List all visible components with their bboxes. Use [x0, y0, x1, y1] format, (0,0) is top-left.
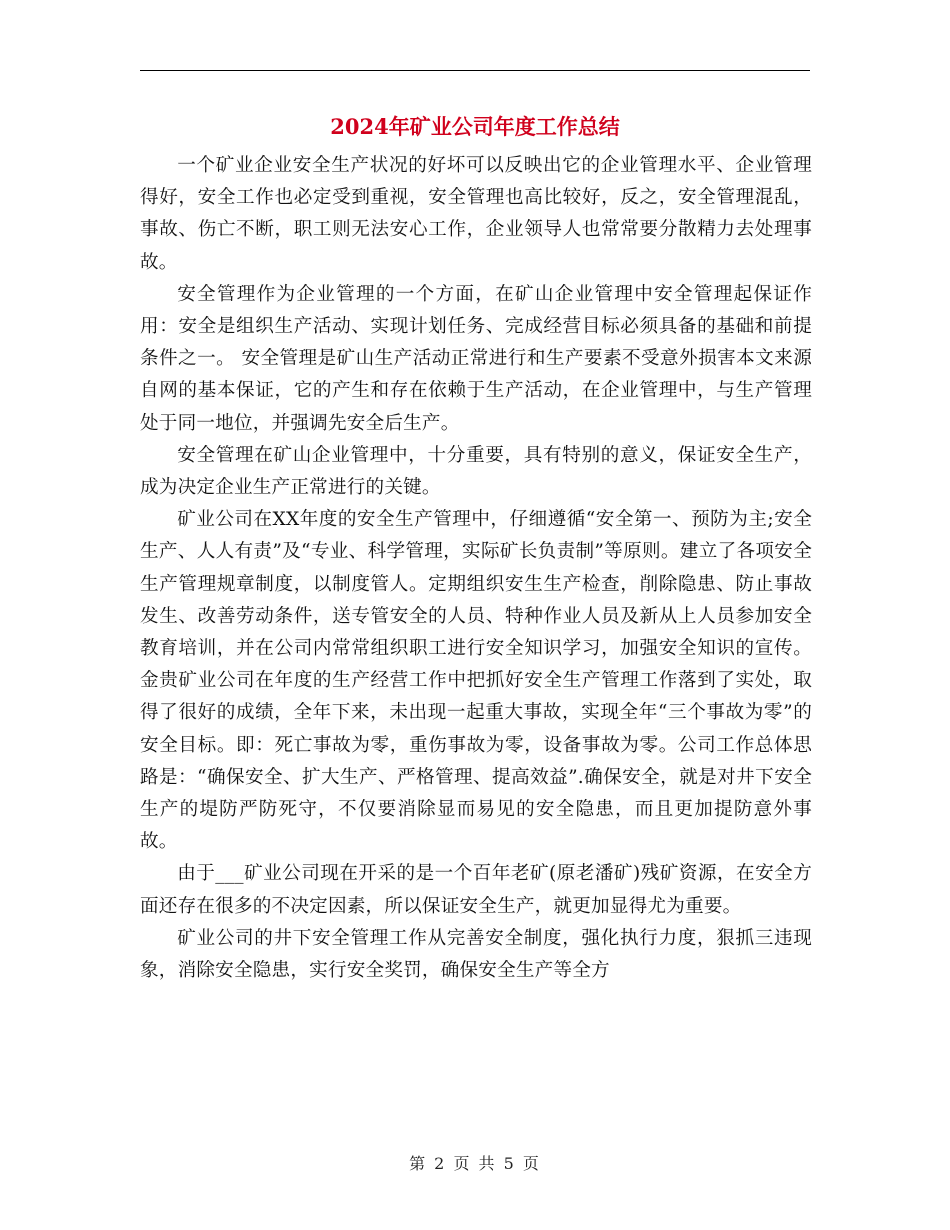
- header-rule: [140, 70, 810, 71]
- paragraph: 一个矿业企业安全生产状况的好坏可以反映出它的企业管理水平、企业管理得好，安全工作也必定受到重视，安全管理也高比较好，反之，安全管理混乱，事故、伤亡不断，职工则无法安心工作，企业领导人也常常要分散精力去处理事故。: [140, 155, 812, 273]
- paragraph: 安全管理在矿山企业管理中，十分重要，具有特别的意义，保证安全生产，成为决定企业生产正常进行的关键。: [140, 444, 812, 499]
- paragraph: 安全管理作为企业管理的一个方面，在矿山企业管理中安全管理起保证作用：安全是组织生产活动、实现计划任务、完成经营目标必须具备的基础和前提条件之一。 安全管理是矿山生产活动正常进行和生产要素不受意外损害本文来源自网的基本保证，它的产生和存在依赖于生产活动，在企业管理中，与生产管理处于同一地位，并强调先安全后生产。: [140, 283, 812, 434]
- paragraph: 矿业公司的井下安全管理工作从完善安全制度，强化执行力度，狠抓三违现象，消除安全隐患，实行安全奖罚，确保安全生产等全方: [140, 927, 812, 982]
- page-footer: [0, 1152, 950, 1176]
- paragraph: 矿业公司在XX年度的安全生产管理中，仔细遵循“安全第一、预防为主;安全生产、人人有责”及“专业、科学管理，实际矿长负责制”等原则。建立了各项安全生产管理规章制度，以制度管人。定期组织安生生产检查，削除隐患、防止事故发生、改善劳动条件，送专管安全的人员、特种作业人员及新从上人员参加安全教育培训，并在公司内常常组织职工进行安全知识学习，加强安全知识的宣传。金贵矿业公司在年度的生产经营工作中把抓好安全生产管理工作落到了实处，取得了很好的成绩，全年下来，未出现一起重大事故，实现全年“三个事故为零”的安全目标。即：死亡事故为零，重伤事故为零，设备事故为零。公司工作总体思路是：“确保安全、扩大生产、严格管理、提高效益”.确保安全，就是对井下安全生产的堤防严防死守，不仅要消除显而易见的安全隐患，而且更加提防意外事故。: [140, 509, 812, 853]
- document-title: 2024年矿业公司年度工作总结: [330, 114, 620, 139]
- paragraph: 由于___矿业公司现在开采的是一个百年老矿(原老潘矿)残矿资源，在安全方面还存在很多的不决定因素，所以保证安全生产，就更加显得尤为重要。: [140, 863, 812, 917]
- page-number-label: 第 2 页 共 5 页: [409, 1154, 541, 1173]
- document-body: [140, 150, 812, 987]
